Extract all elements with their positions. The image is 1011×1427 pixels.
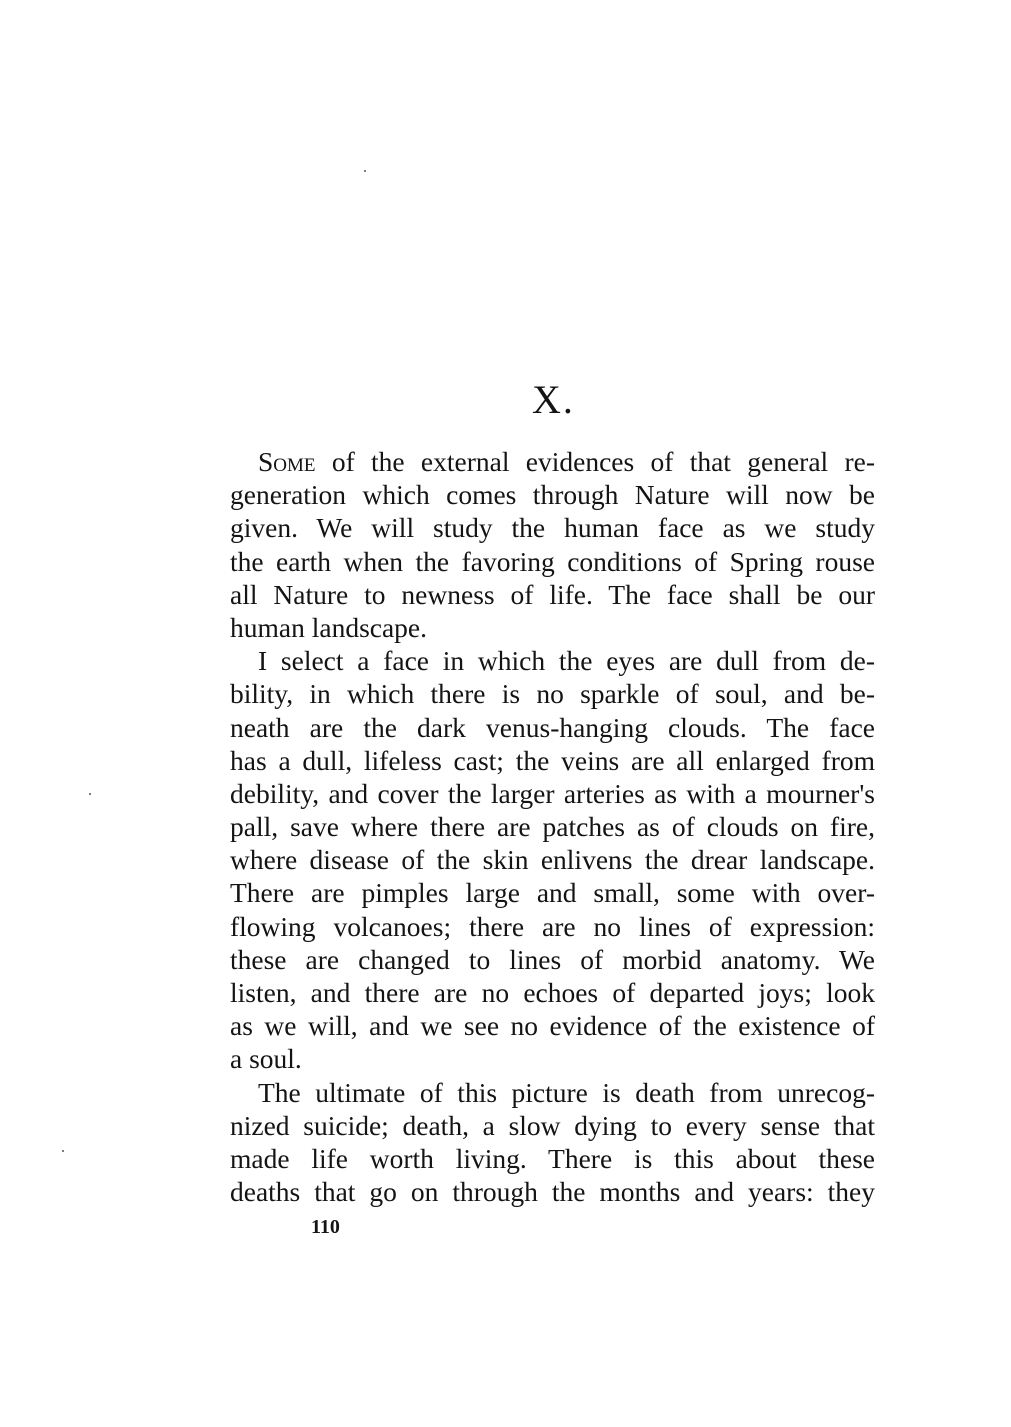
print-speck	[62, 1150, 64, 1152]
text-line: There are pimples large and small, some with over-	[230, 877, 875, 909]
text-line: pall, save where there are patches as of clouds on fire,	[230, 811, 875, 843]
text-line: The ultimate of this picture is death from unrecog-	[258, 1076, 875, 1108]
print-speck	[89, 793, 91, 795]
text-line: flowing volcanoes; there are no lines of expression:	[230, 910, 875, 942]
text-line: the earth when the favoring conditions of Spring rouse	[230, 545, 875, 577]
text-line: nized suicide; death, a slow dying to every sense that	[230, 1109, 875, 1141]
body-text	[230, 445, 875, 1208]
text-line: these are changed to lines of morbid anatomy. We	[230, 943, 875, 975]
text-line: deaths that go on through the months and years: they	[230, 1176, 875, 1208]
text-line: debility, and cover the larger arteries as with a mourner's	[230, 777, 875, 809]
text-line: neath are the dark venus-hanging clouds. The face	[230, 711, 875, 743]
lead-word: Some	[258, 446, 316, 477]
text-line: generation which comes through Nature will now be	[230, 479, 875, 511]
text-line: as we will, and we see no evidence of the existence of	[230, 1010, 875, 1042]
text-line: a soul.	[230, 1043, 302, 1075]
text-line: where disease of the skin enlivens the drear landscape.	[230, 844, 875, 876]
paragraph-2	[230, 644, 875, 1075]
text-line: has a dull, lifeless cast; the veins are all enlarged from	[230, 744, 875, 776]
text-line: listen, and there are no echoes of departed joys; look	[230, 977, 875, 1008]
text-line: Some of the external evidences of that general re-	[258, 446, 875, 477]
print-speck	[364, 170, 366, 172]
page-number: 110	[311, 1216, 340, 1238]
paragraph-1	[230, 445, 875, 644]
text-line: bility, in which there is no sparkle of soul, and be-	[230, 678, 875, 710]
chapter-heading: X.	[532, 377, 575, 422]
text-line: given. We will study the human face as we study	[230, 512, 875, 544]
text-line: human landscape.	[230, 611, 428, 643]
paragraph-3	[230, 1076, 875, 1209]
text-line: made life worth living. There is this about these	[230, 1142, 875, 1174]
text-line: all Nature to newness of life. The face shall be our	[230, 578, 875, 610]
text-line: I select a face in which the eyes are dull from de-	[258, 645, 875, 677]
